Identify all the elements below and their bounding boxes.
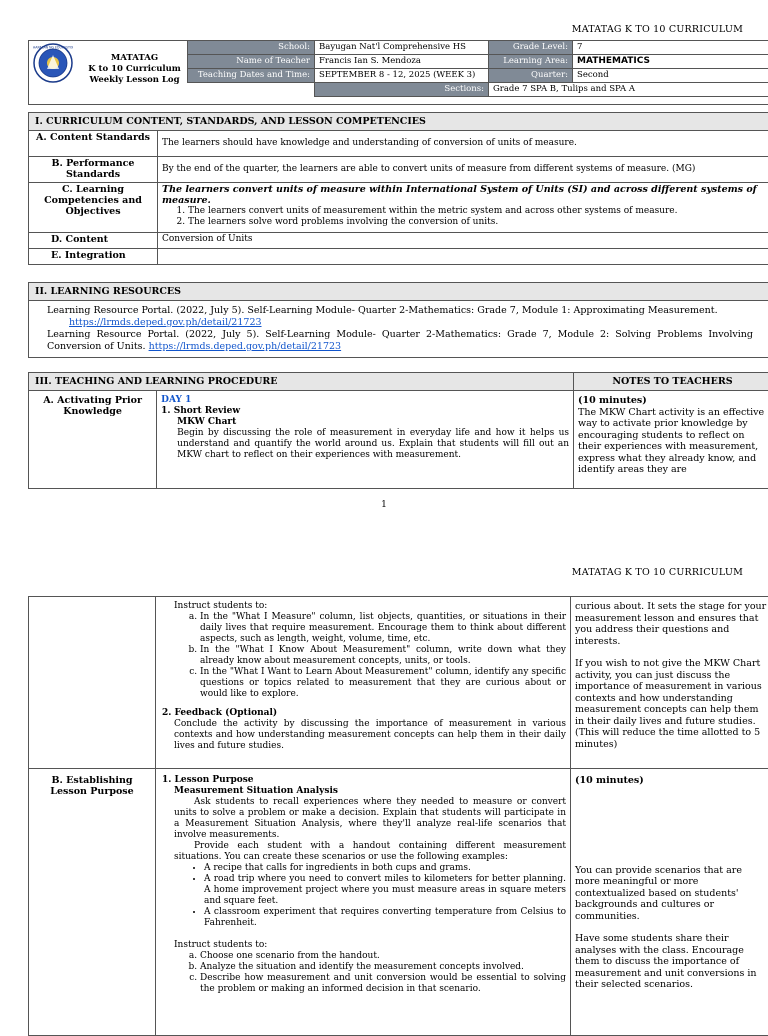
svg-text:PAARALAN NG EDUKASYON: PAARALAN NG EDUKASYON (33, 46, 73, 50)
curriculum-table: I. CURRICULUM CONTENT, STANDARDS, AND LESSON COMPETENCIES A. Content Standards The learners should have knowledge and understanding of conversion of units of measure. B. Performance Standards By the end of the quarter, the learners are able to convert units of measure from different systems of measure. (MG) C. Learning Competencies and Objectives The learners convert units of measure within International System of Units (SI) and across different systems of measure. 1. The learners convert units of measurement within the metric system and across other systems of measure. 2. The learners solve word problems involving the conversion of units. D. Content Conversion of Units E. Integration (28, 112, 768, 265)
deped-logo (33, 43, 73, 83)
reference-2: Learning Resource Portal. (2022, July 5). Self-Learning Module- Quarter 2-Mathematics: Grade 7, Module 2: Solving Problems Involving Conversion of Units. https://lrmds.deped.gov.ph/detail/21723 (47, 329, 753, 353)
reference-link[interactable]: https://lrmds.deped.gov.ph/detail/21723 (149, 341, 342, 352)
procedure-table-continued: Instruct students to: a. In the "What I Measure" column, list objects, quantities, or situations in their daily lives that require measurement. Encourage them to think about different aspects, such as length, weight, volume, time, etc. b. In the "What I Know About Measurement" column, write down what they already know about measurement concepts, units, or tools. c. In the "What I Want to Learn About Measurement" column, identify any specific questions or topics related to measurement that they are curious about or would like to explore. 2. Feedback (Optional) Conclude the activity by discussing the importance of measurement in various contexts and how understanding measurement concepts can help them in their daily lives and future studies. curious about. It sets the stage for your measurement lesson and ensures that you address their questions and interests. If you wish to not give the MKW Chart activity, you can just discuss the importance of measurement in various contexts and how understanding measurement concepts can help them in their daily lives and future studies. (This will reduce the time allotted to 5 minutes) B. Establishing Lesson Purpose 1. Lesson Purpose Measurement Situation Analysis Ask students to recall experiences where they needed to measure or convert units to solve a problem or make a decision. Explain that students will participate in a Measurement Situation Analysis, where they'll analyze real-life scenarios that involve measurements. Provide each student with a handout containing different measurement situations. You can create these scenarios or use the following examples: • A recipe that calls for ingredients in both cups and grams. • A road trip where you need to convert miles to kilometers for better planning. A home improvement project where you must measure areas in square meters and square feet. • A classroom experiment that requires converting temperature from Celsius to Fahrenheit. Instruct students to: a. Choose one scenario from the handout. b. Analyze the situation and identify the measurement concepts involved. c. Describe how measurement and unit conversion would be essential to solving the problem or making an informed decision in that scenario. (10 minutes) You can provide scenarios that are more meaningful or more contextualized based on students' backgrounds and cultures or communities. Have some students share their analyses with the class. Encourage them to discuss the importance of measurement and unit conversions in their selected scenarios. (28, 596, 768, 1036)
page-header: MATATAG K TO 10 CURRICULUM (572, 24, 743, 35)
reference-1: Learning Resource Portal. (2022, July 5). Self-Learning Module- Quarter 2-Mathematics: Grade 7, Module 1: Approximating Measurement. https://lrmds.deped.gov.ph/detail/21723 (47, 305, 753, 329)
title-block: MATATAG K to 10 Curriculum Weekly Lesson Log (77, 53, 192, 86)
page-number: 1 (0, 500, 768, 510)
header-table: School: Bayugan Nat'l Comprehensive HS Grade Level: 7 Name of Teacher Francis Ian S. Mendoza Learning Area: MATHEMATICS Teaching Dates and Time: SEPTEMBER 8 - 12, 2025 (WEEK 3) Quarter: Second Sections: Grade 7 SPA B, Tulips and SPA A (187, 40, 768, 97)
section-title: I. CURRICULUM CONTENT, STANDARDS, AND LESSON COMPETENCIES (29, 113, 768, 131)
page-header: MATATAG K TO 10 CURRICULUM (572, 567, 743, 578)
header-block (28, 40, 768, 105)
resources-table: II. LEARNING RESOURCES Learning Resource Portal. (2022, July 5). Self-Learning Module- Quarter 2-Mathematics: Grade 7, Module 1: Approximating Measurement. https://lrmds.deped.gov.ph/detail/21723 Learning Resource Portal. (2022, July 5). Self-Learning Module- Quarter 2-Mathematics: Grade 7, Module 2: Solving Problems Involving Conversion of Units. https://lrmds.deped.gov.ph/detail/21723 (28, 282, 768, 358)
reference-link[interactable]: https://lrmds.deped.gov.ph/detail/21723 (47, 317, 262, 328)
procedure-table: III. TEACHING AND LEARNING PROCEDURE NOTES TO TEACHERS A. Activating Prior Knowledge DAY 1 1. Short Review MKW Chart Begin by discussing the role of measurement in everyday life and how it helps us understand and quantify the world around us. Explain that students will fill out an MKW chart to reflect on their experiences with measurement. (10 minutes) The MKW Chart activity is an effective way to activate prior knowledge by encouraging students to reflect on their experiences with measurement, express what they already know, and identify areas they are (28, 372, 768, 489)
